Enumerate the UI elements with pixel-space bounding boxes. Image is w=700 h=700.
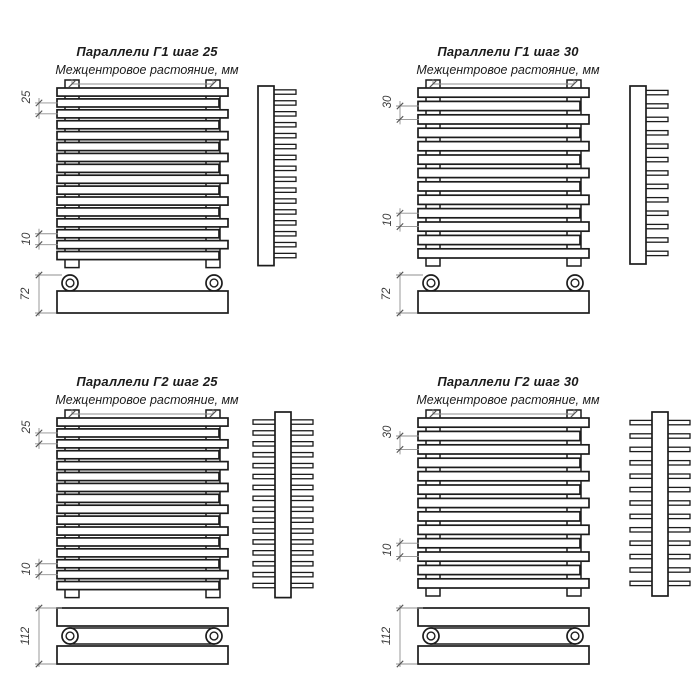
dimension-step: 30 (382, 95, 394, 109)
center-distance-dimension (69, 80, 216, 88)
dimension-depth: 72 (20, 287, 32, 301)
small-step-dimension (396, 208, 419, 231)
front-view (418, 80, 589, 266)
step-dimension (396, 101, 419, 124)
side-view (253, 412, 313, 598)
side-view (630, 412, 690, 596)
center-distance-dimension (69, 410, 216, 418)
dimension-step: 30 (382, 425, 394, 439)
panel-title: Параллели Г1 шаг 25 (76, 44, 218, 59)
dimension-bottom-step: 10 (382, 543, 394, 557)
dimension-bottom-step: 10 (382, 213, 394, 227)
dimension-step: 25 (21, 90, 33, 104)
small-step-dimension (35, 229, 58, 250)
side-view (258, 86, 296, 266)
panel-subtitle: Межцентровое растояние, мм (416, 63, 600, 77)
front-view (57, 410, 228, 598)
dimension-depth: 112 (381, 626, 393, 646)
dimension-step: 25 (21, 420, 33, 434)
dimension-depth: 72 (381, 287, 393, 301)
dimension-depth: 112 (20, 626, 32, 646)
small-step-dimension (35, 559, 58, 580)
panel-subtitle: Межцентровое растояние, мм (55, 393, 239, 407)
dimension-bottom-step: 10 (21, 562, 33, 576)
step-dimension (35, 428, 58, 449)
panel-3 (396, 410, 690, 668)
small-step-dimension (396, 538, 419, 561)
panel-subtitle: Межцентровое растояние, мм (416, 393, 600, 407)
bottom-view (57, 608, 228, 664)
panel-0 (35, 80, 296, 317)
panel-2 (35, 410, 313, 668)
dimension-bottom-step: 10 (21, 232, 33, 246)
center-distance-dimension (430, 80, 577, 88)
center-distance-dimension (430, 410, 577, 418)
step-dimension (35, 98, 58, 119)
panel-title: Параллели Г2 шаг 25 (76, 374, 218, 389)
bottom-view (418, 275, 589, 313)
bottom-view (57, 275, 228, 313)
side-view (630, 86, 668, 264)
panel-title: Параллели Г2 шаг 30 (437, 374, 579, 389)
front-view (418, 410, 589, 596)
step-dimension (396, 431, 419, 454)
front-view (57, 80, 228, 268)
bottom-view (418, 608, 589, 664)
panel-title: Параллели Г1 шаг 30 (437, 44, 579, 59)
panel-1 (396, 80, 668, 317)
panel-subtitle: Межцентровое растояние, мм (55, 63, 239, 77)
